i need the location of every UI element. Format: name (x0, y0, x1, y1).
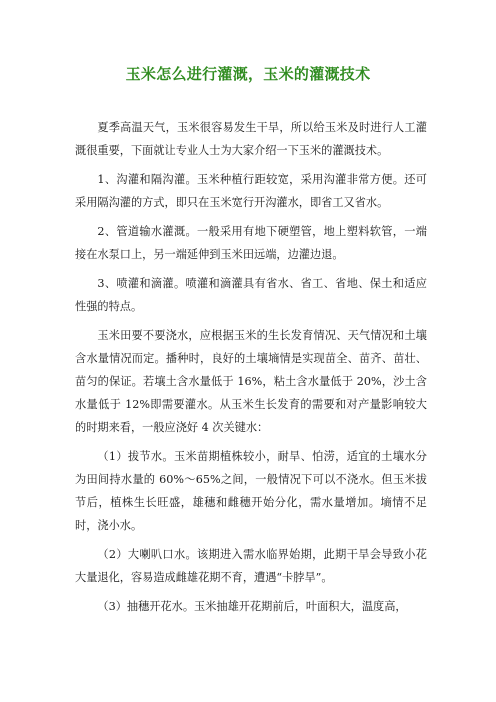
paragraph-watering-needs: 玉米田要不要浇水，应根据玉米的生长发育情况、天气情况和土壤含水量情况而定。播种时，良好的土壤墒情是实现苗全、苗齐、苗壮、苗匀的保证。若壤土含水量低于 16%，粘土含水量低于 20%，沙土含水量低于 12%即需要灌水。从玉米生长发育的需要和对产量影响较大的时期来看，一般应浇好 4 次关键水： (75, 329, 427, 434)
paragraph-method-3: 3、喷灌和滴灌。喷灌和滴灌具有省水、省工、省地、保土和适应性强的特点。 (75, 277, 427, 313)
paragraph-trumpet-water: （2）大喇叭口水。该期进入需水临界始期，此期干旱会导致小花大量退化，容易造成雌雄花期不育，遭遇“卡脖旱”。 (75, 548, 427, 584)
paragraph-jointing-water: （1）拔节水。玉米苗期植株较小，耐旱、怕涝，适宜的土壤水分为田间持水量的 60%～65%之间，一般情况下可以不浇水。但玉米拔节后，植株生长旺盛，雄穗和雌穗开始分化，需水量增加。墒情不足时，浇小水。 (75, 450, 427, 532)
paragraph-tasseling-water: （3）抽穗开花水。玉米抽雄开花期前后，叶面积大，温度高， (97, 600, 407, 613)
document-title: 玉米怎么进行灌溉，玉米的灌溉技术 (125, 65, 371, 83)
paragraph-method-1: 1、沟灌和隔沟灌。玉米种植行距较宽，采用沟灌非常方便。还可采用隔沟灌的方式，即只在玉米宽行开沟灌水，即省工又省水。 (75, 173, 427, 209)
document-body (75, 116, 427, 624)
paragraph-method-2: 2、管道输水灌溉。一般采用有地下硬塑管，地上塑料软管，一端接在水泵口上，另一端延伸到玉米田远端，边灌边退。 (75, 225, 427, 261)
paragraph-intro: 夏季高温天气，玉米很容易发生干旱，所以给玉米及时进行人工灌溉很重要，下面就让专业人士为大家介绍一下玉米的灌溉技术。 (75, 121, 427, 157)
